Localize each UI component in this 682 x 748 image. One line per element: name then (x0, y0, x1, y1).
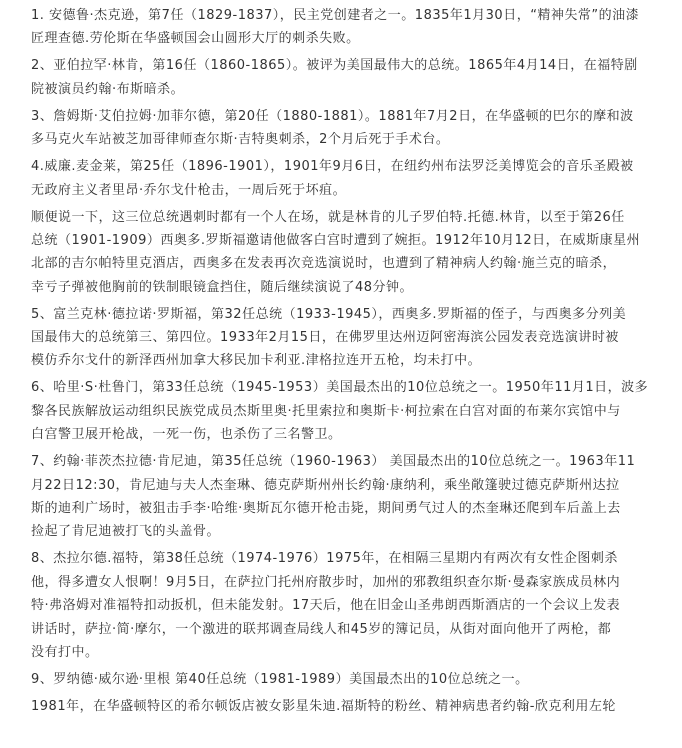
paragraph-line: 他，得多遭女人恨啊！9月5日，在萨拉门托州府散步时，加州的邪教组织查尔斯·曼森家族成员林内 (31, 574, 621, 590)
paragraph-line: 模仿乔尔戈什的新泽西州加拿大移民加卡利亚.津格拉连开五枪，均未打中。 (31, 353, 482, 369)
paragraph-line: 捡起了肯尼迪被打飞的头盖骨。 (31, 524, 221, 540)
paragraph-line: 6、哈里·S·杜鲁门，第33任总统（1945-1953）美国最杰出的10位总统之一。1950年11月1日，波多 (31, 380, 649, 396)
paragraph-line: 斯的迪利广场时，被狙击手李·哈维·奥斯瓦尔德开枪击毙，期间勇气过人的杰奎琳还爬到车后盖上去 (31, 500, 621, 516)
paragraph-line: 讲话时，萨拉·简·摩尔，一个激进的联邦调查局线人和45岁的簿记员，从街对面向他开了两枪，都 (31, 621, 612, 637)
paragraph-line: 多马克火车站被芝加哥律师查尔斯·吉特奥刺杀，2个月后死于手术台。 (31, 132, 450, 148)
article-paragraph (31, 105, 665, 152)
paragraph-line: 没有打中。 (31, 644, 99, 660)
paragraph-line: 8、杰拉尔德.福特，第38任总统（1974-1976）1975年，在相隔三星期内有两次有女性企图刺杀 (31, 551, 618, 567)
paragraph-line: 白宫警卫展开枪战，一死一伤，也杀伤了三名警卫。 (31, 427, 342, 443)
article-paragraph (31, 376, 665, 446)
paragraph-line: 7、约翰·菲茨杰拉德·肯尼迪，第35任总统（1960-1963） 美国最杰出的10位总统之一。1963年11 (31, 454, 636, 470)
article-paragraph (31, 695, 665, 718)
paragraph-line: 顺便说一下，这三位总统遇刺时都有一个人在场，就是林肯的儿子罗伯特.托德.林肯，以至于第26任 (31, 209, 625, 225)
article-paragraph (31, 4, 665, 51)
paragraph-line: 匠理查德.劳伦斯在华盛顿国会山圆形大厅的刺杀失败。 (31, 31, 360, 47)
paragraph-line: 黎各民族解放运动组织民族党成员杰斯里奥·托里索拉和奥斯卡·柯拉索在白宫对面的布莱尔宾馆中与 (31, 403, 621, 419)
paragraph-line: 1. 安德鲁·杰克逊，第7任（1829-1837），民主党创建者之一。1835年1月30日，“精神失常”的油漆 (31, 8, 640, 23)
article-paragraph (31, 450, 665, 544)
paragraph-line: 月22日12:30，肯尼迪与夫人杰奎琳、德克萨斯州州长约翰·康纳利，乘坐敞篷驶过德克萨斯州达拉 (31, 477, 620, 493)
paragraph-line: 5、富兰克林·德拉诺·罗斯福，第32任总统（1933-1945），西奥多.罗斯福的侄子，与西奥多分列美 (31, 306, 627, 322)
article-paragraph (31, 206, 665, 300)
article-paragraph (31, 54, 665, 101)
paragraph-line: 国最伟大的总统第三、第四位。1933年2月15日，在佛罗里达州迈阿密海滨公园发表竞选演讲时被 (31, 330, 619, 346)
article-paragraph (31, 668, 665, 691)
paragraph-line: 幸亏子弹被他胸前的铁制眼镜盒挡住，随后继续演说了48分钟。 (31, 279, 414, 295)
paragraph-line: 总统（1901-1909）西奥多.罗斯福邀请他做客白宫时遭到了婉拒。1912年10月12日，在威斯康星州 (31, 232, 641, 248)
article-paragraph (31, 155, 665, 202)
article-paragraph (31, 547, 665, 664)
paragraph-line: 3、詹姆斯·艾伯拉姆·加菲尔德，第20任（1880-1881）。1881年7月2日，在华盛顿的巴尔的摩和波 (31, 108, 634, 124)
article-body (31, 4, 665, 722)
paragraph-line: 9、罗纳德·威尔逊·里根 第40任总统（1981-1989）美国最杰出的10位总统之一。 (31, 671, 529, 687)
paragraph-line: 1981年，在华盛顿特区的希尔顿饭店被女影星朱迪.福斯特的粉丝、精神病患者约翰-欣克利用左轮 (31, 698, 616, 714)
paragraph-line: 院被演员约翰·布斯暗杀。 (31, 81, 185, 97)
paragraph-line: 2、亚伯拉罕·林肯，第16任（1860-1865）。被评为美国最伟大的总统。1865年4月14日，在福特剧 (31, 58, 638, 74)
paragraph-line: 4.威廉.麦金莱，第25任（1896-1901），1901年9月6日，在纽约州布法罗泛美博览会的音乐圣殿被 (31, 159, 634, 175)
paragraph-line: 北部的吉尔帕特里克酒店，西奥多在发表再次竞选演说时，也遭到了精神病人约翰·施兰克的暗杀， (31, 256, 617, 272)
paragraph-line: 无政府主义者里昂·乔尔戈什枪击，一周后死于坏疽。 (31, 182, 347, 198)
paragraph-line: 特·弗洛姆对准福特扣动扳机，但未能发射。17天后，他在旧金山圣弗朗西斯酒店的一个会议上发表 (31, 598, 621, 614)
article-paragraph (31, 303, 665, 373)
